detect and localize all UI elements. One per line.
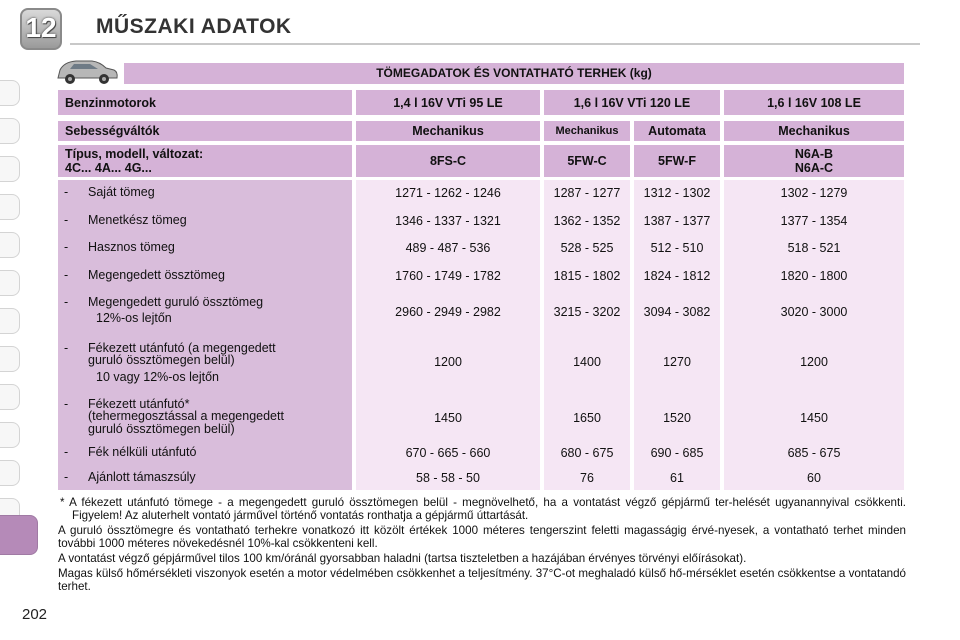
value-cell: 3020 - 3000 bbox=[780, 305, 848, 319]
type-3: 5FW-F bbox=[634, 145, 720, 177]
values-column-1 bbox=[356, 180, 540, 490]
note-paragraph: A guruló össztömegre és vontatható terhekre vonatkozó itt közölt értékek 1000 méteres tengerszint feletti magasságig érvé-nyesek, a vontatható terhet minden további 1000 méteres növekedésnél 10%-kal csökkenteni kell. bbox=[58, 524, 906, 550]
gearbox-1: Mechanikus bbox=[356, 121, 540, 141]
footnote: * A fékezett utánfutó tömege - a megengedett guruló össztömegen belül - megnövelhető, ha a vontatást végző gépjármű ter-helését ugyanannyival csökkenti. Figyelem! Az aluterhelt vontató járművel történő vontatás ronthatja a gépjármű úttartását. bbox=[60, 496, 906, 522]
value-cell: 1377 - 1354 bbox=[780, 214, 848, 228]
side-tab[interactable] bbox=[0, 194, 20, 220]
value-cell: 1387 - 1377 bbox=[643, 214, 711, 228]
gearbox-2: Mechanikus bbox=[544, 121, 630, 141]
row-label-sub: 12%-os lejtőn bbox=[96, 311, 172, 325]
engine-3: 1,6 l 16V 108 LE bbox=[724, 90, 904, 115]
row-label: - Ajánlott támaszsúly bbox=[64, 470, 196, 484]
value-cell: 1200 bbox=[800, 355, 828, 369]
values-column-2 bbox=[544, 180, 630, 490]
value-cell: 1362 - 1352 bbox=[553, 214, 621, 228]
value-cell: 3094 - 3082 bbox=[643, 305, 711, 319]
value-cell: 1302 - 1279 bbox=[780, 186, 848, 200]
value-cell: 1824 - 1812 bbox=[643, 269, 711, 283]
type-label-line-1: Típus, modell, változat: bbox=[65, 147, 204, 161]
car-icon bbox=[54, 56, 120, 86]
note-paragraph: Magas külső hőmérsékleti viszonyok esetén a motor védelmében csökkenhet a teljesítmény. 37°C-ot meghaladó külső hő-mérséklet esetén csökkentse a vontatandó terhet. bbox=[58, 567, 906, 593]
value-cell: 76 bbox=[580, 471, 594, 485]
note-paragraph: A vontatást végző gépjárművel tilos 100 km/óránál gyorsabban haladni (tartsa tiszteletben a hazájában érvényes törvényi előírásokat). bbox=[58, 552, 747, 565]
row-label: - Fék nélküli utánfutó bbox=[64, 445, 197, 459]
value-cell: 690 - 685 bbox=[650, 446, 704, 460]
type-2: 5FW-C bbox=[544, 145, 630, 177]
side-tab[interactable] bbox=[0, 232, 20, 258]
side-tab[interactable] bbox=[0, 422, 20, 448]
value-cell: 1287 - 1277 bbox=[553, 186, 621, 200]
value-cell: 1346 - 1337 - 1321 bbox=[395, 214, 501, 228]
value-cell: 1312 - 1302 bbox=[643, 186, 711, 200]
row-label: - Hasznos tömeg bbox=[64, 240, 175, 254]
row-label: - Fékezett utánfutó (a megengedett bbox=[64, 341, 276, 355]
side-tab[interactable] bbox=[0, 346, 20, 372]
values-column-4 bbox=[724, 180, 904, 490]
value-cell: 3215 - 3202 bbox=[553, 305, 621, 319]
type-4-line-2: N6A-C bbox=[794, 161, 834, 175]
side-tab-strip bbox=[0, 40, 22, 560]
value-cell: 680 - 675 bbox=[560, 446, 614, 460]
engine-1: 1,4 l 16V VTi 95 LE bbox=[356, 90, 540, 115]
value-cell: 61 bbox=[670, 471, 684, 485]
value-cell: 1450 bbox=[434, 411, 462, 425]
row-label: - Menetkész tömeg bbox=[64, 213, 187, 227]
chapter-badge bbox=[20, 8, 62, 50]
spec-table-body bbox=[58, 180, 904, 490]
type-label bbox=[58, 145, 352, 177]
value-cell: 1520 bbox=[663, 411, 691, 425]
side-tab[interactable] bbox=[0, 80, 20, 106]
type-4-line-1: N6A-B bbox=[794, 147, 834, 161]
side-tab[interactable] bbox=[0, 384, 20, 410]
gearbox-label: Sebességváltók bbox=[58, 121, 352, 141]
engine-2: 1,6 l 16V VTi 120 LE bbox=[544, 90, 720, 115]
value-cell: 685 - 675 bbox=[787, 446, 841, 460]
row-label-sub: guruló össztömegen belül) bbox=[88, 353, 235, 367]
row-label: - Megengedett össztömeg bbox=[64, 268, 225, 282]
values-column-3 bbox=[634, 180, 720, 490]
row-label: - Fékezett utánfutó* bbox=[64, 397, 190, 411]
gearbox-4: Mechanikus bbox=[724, 121, 904, 141]
row-label: - Saját tömeg bbox=[64, 185, 155, 199]
value-cell: 1820 - 1800 bbox=[780, 269, 848, 283]
page-title: MŰSZAKI ADATOK bbox=[96, 15, 292, 38]
value-cell: 528 - 525 bbox=[560, 241, 614, 255]
chapter-number: 12 bbox=[25, 12, 57, 43]
value-cell: 60 bbox=[807, 471, 821, 485]
value-cell: 518 - 521 bbox=[787, 241, 841, 255]
side-tab[interactable] bbox=[0, 460, 20, 486]
side-tab[interactable] bbox=[0, 118, 20, 144]
type-4 bbox=[724, 145, 904, 177]
row-labels-column bbox=[58, 180, 352, 490]
page-number: 202 bbox=[22, 606, 48, 623]
value-cell: 1760 - 1749 - 1782 bbox=[395, 269, 501, 283]
value-cell: 489 - 487 - 536 bbox=[405, 241, 491, 255]
value-cell: 58 - 58 - 50 bbox=[416, 471, 480, 485]
value-cell: 1450 bbox=[800, 411, 828, 425]
value-cell: 670 - 665 - 660 bbox=[405, 446, 491, 460]
value-cell: 2960 - 2949 - 2982 bbox=[395, 305, 501, 319]
side-tab[interactable] bbox=[0, 156, 20, 182]
value-cell: 512 - 510 bbox=[650, 241, 704, 255]
side-tab[interactable] bbox=[0, 308, 20, 334]
value-cell: 1815 - 1802 bbox=[553, 269, 621, 283]
notes-section bbox=[58, 496, 906, 595]
side-tab[interactable] bbox=[0, 270, 20, 296]
engines-label: Benzinmotorok bbox=[58, 90, 352, 115]
value-cell: 1270 bbox=[663, 355, 691, 369]
value-cell: 1400 bbox=[573, 355, 601, 369]
side-tab-active[interactable] bbox=[0, 515, 38, 555]
type-1: 8FS-C bbox=[356, 145, 540, 177]
value-cell: 1650 bbox=[573, 411, 601, 425]
type-label-line-2: 4C... 4A... 4G... bbox=[65, 161, 152, 175]
gearbox-3: Automata bbox=[634, 121, 720, 141]
row-label-sub: 10 vagy 12%-os lejtőn bbox=[96, 370, 219, 384]
row-label: - Megengedett guruló össztömeg bbox=[64, 295, 264, 309]
row-label-sub: (tehermegosztással a megengedett bbox=[88, 409, 284, 423]
value-cell: 1271 - 1262 - 1246 bbox=[395, 186, 501, 200]
title-divider bbox=[70, 43, 920, 45]
table-title: TÖMEGADATOK ÉS VONTATHATÓ TERHEK (kg) bbox=[124, 63, 904, 84]
value-cell: 1200 bbox=[434, 355, 462, 369]
row-label-sub: guruló össztömegen belül) bbox=[88, 422, 235, 436]
